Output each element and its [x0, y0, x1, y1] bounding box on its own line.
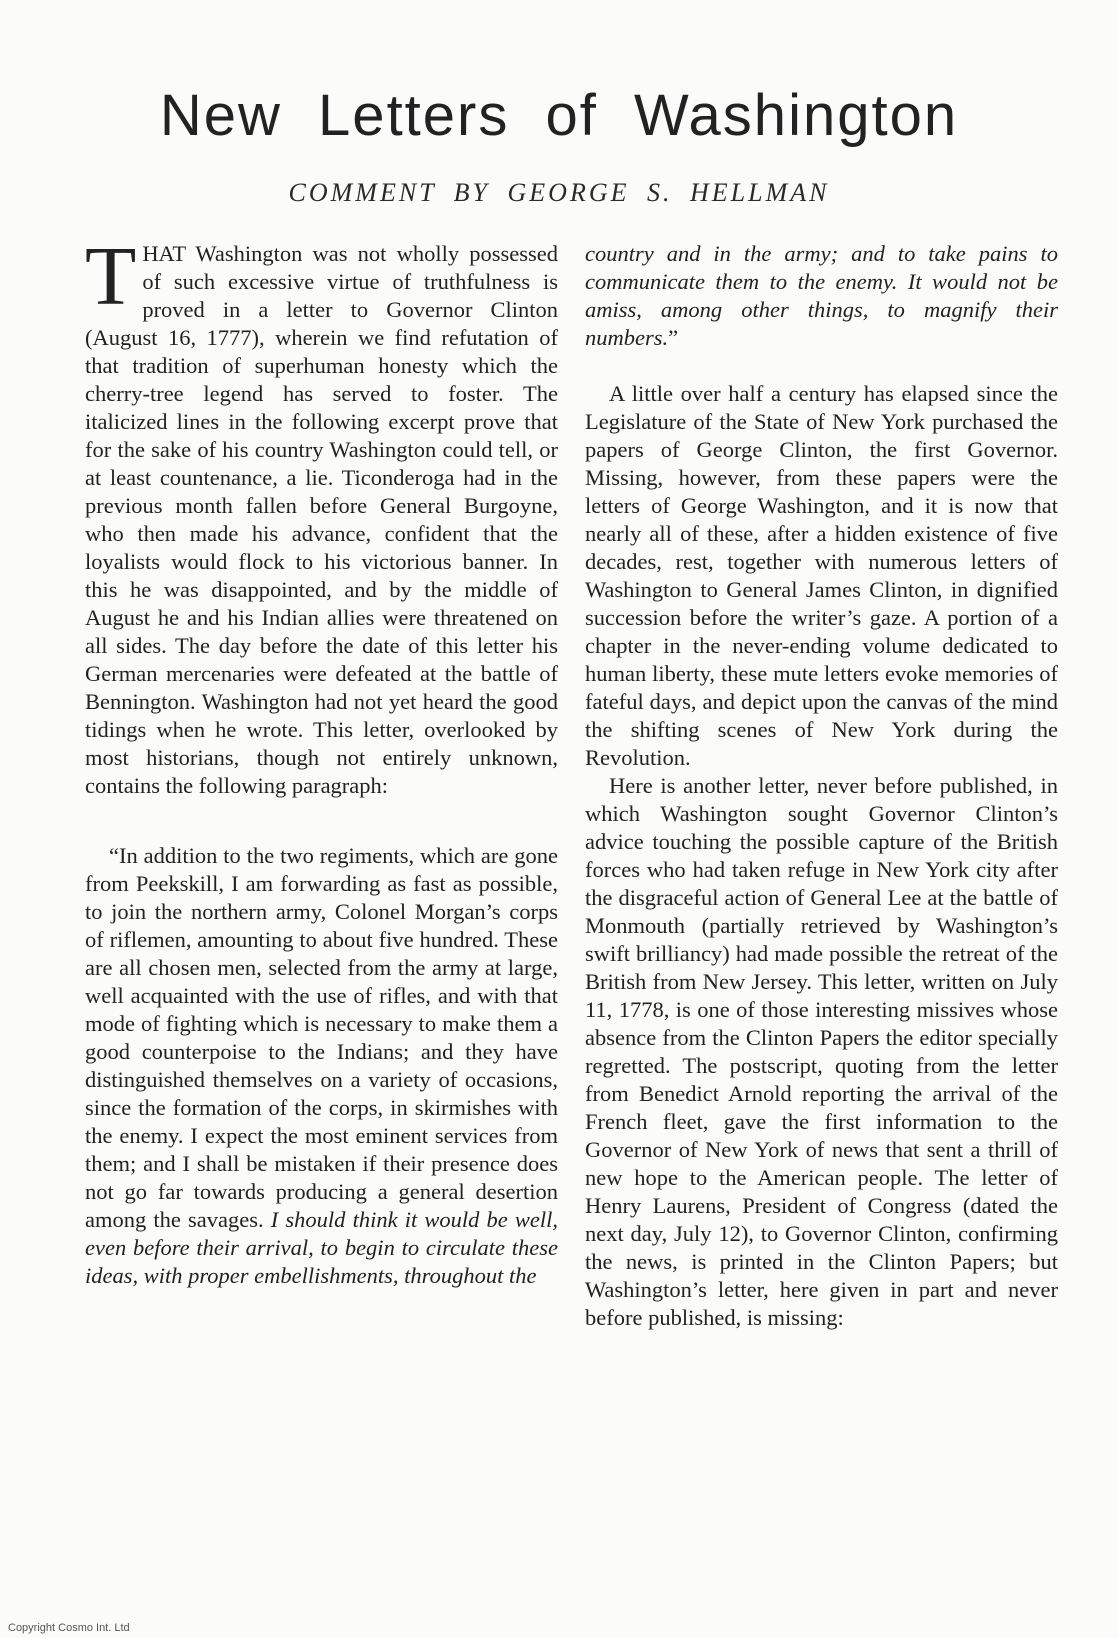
quote-italic-continuation: country and in the army; and to take pains to communicate them to the enemy. It would not be amiss, among other things, to magnify their numbers.	[585, 241, 1058, 350]
right-column	[585, 240, 1058, 1332]
quote-italic-text: I should think it would be well, even before their arrival, to begin to circulate these ideas, with proper embellishments, throughout the	[85, 1207, 559, 1288]
intro-paragraph	[85, 230, 558, 800]
article-byline: COMMENT BY GEORGE S. HELLMAN	[288, 178, 830, 207]
intro-paragraph-text: HAT Washington was not wholly possessed of such excessive virtue of truthfulness is proved in a letter to Governor Clinton (August 16, 1777), wherein we find refutation of that tradition of superhuman honesty which the cherry-tree legend has served to foster. The italicized lines in the following excerpt prove that for the sake of his country Washington could tell, or at least countenance, a lie. Ticonderoga had in the previous month fallen before General Burgoyne, who then made his advance, confident that the loyalists would flock to his victorious banner. In this he was disappointed, and by the middle of August he and his Indian allies were threatened on all sides. The day before the date of this letter his German mercenaries were defeated at the battle of Bennington. Washington had not yet heard the good tidings when he wrote. This letter, overlooked by most historians, though not entirely unknown, contains the following paragraph:	[85, 241, 558, 798]
another-letter-paragraph: Here is another letter, never before published, in which Washington sought Governor Clinton’s advice touching the possible capture of the British forces who had taken refuge in New York city after the disgraceful action of General Lee at the battle of Monmouth (partially retrieved by Washington’s swift brilliancy) had made possible the retreat of the British from New Jersey. This letter, written on July 11, 1778, is one of those interesting missives whose absence from the Clinton Papers the editor specially regretted. The postscript, quoting from the letter from Benedict Arnold reporting the arrival of the French fleet, gave the first information to the Governor of New York of news that sent a thrill of new hope to the American people. The letter of Henry Laurens, President of Congress (dated the next day, July 12), to Governor Clinton, confirming the news, is printed in the Clinton Papers; but Washington’s letter, here given in part and never before published, is missing:	[585, 773, 1058, 1330]
quote-paragraph	[85, 842, 558, 1290]
article-title: New Letters of Washington	[159, 83, 959, 148]
quote-close-mark: ”	[668, 325, 679, 350]
drop-cap: T	[85, 230, 137, 323]
quote-roman-text: “In addition to the two regiments, which are gone from Peekskill, I am forwarding as fast as possible, to join the northern army, Colonel Morgan’s corps of riflemen, amounting to about five hundred. These are all chosen men, selected from the army at large, well acquainted with the use of rifles, and with that mode of fighting which is necessary to make them a good counterpoise to the Indians; and they have distinguished themselves on a variety of occasions, since the formation of the corps, in skirmishes with the enemy. I expect the most eminent services from them; and I shall be mistaken if their presence does not go far towards producing a general desertion among the savages.	[85, 843, 558, 1232]
quote-continuation	[585, 240, 1058, 352]
clinton-papers-paragraph: A little over half a century has elapsed since the Legislature of the State of New York purchased the papers of George Clinton, the first Governor. Missing, however, from these papers were the letters of George Washington, and it is now that nearly all of these, after a hidden existence of five decades, rest, together with numerous letters of Washington to General James Clinton, in dignified succession before the writer’s gaze. A portion of a chapter in the never-ending volume dedicated to human liberty, these mute letters evoke memories of fateful days, and depict upon the canvas of the mind the shifting scenes of New York during the Revolution.	[585, 381, 1058, 770]
copyright-footer: Copyright Cosmo Int. Ltd	[8, 1622, 130, 1634]
left-column	[85, 230, 559, 1290]
